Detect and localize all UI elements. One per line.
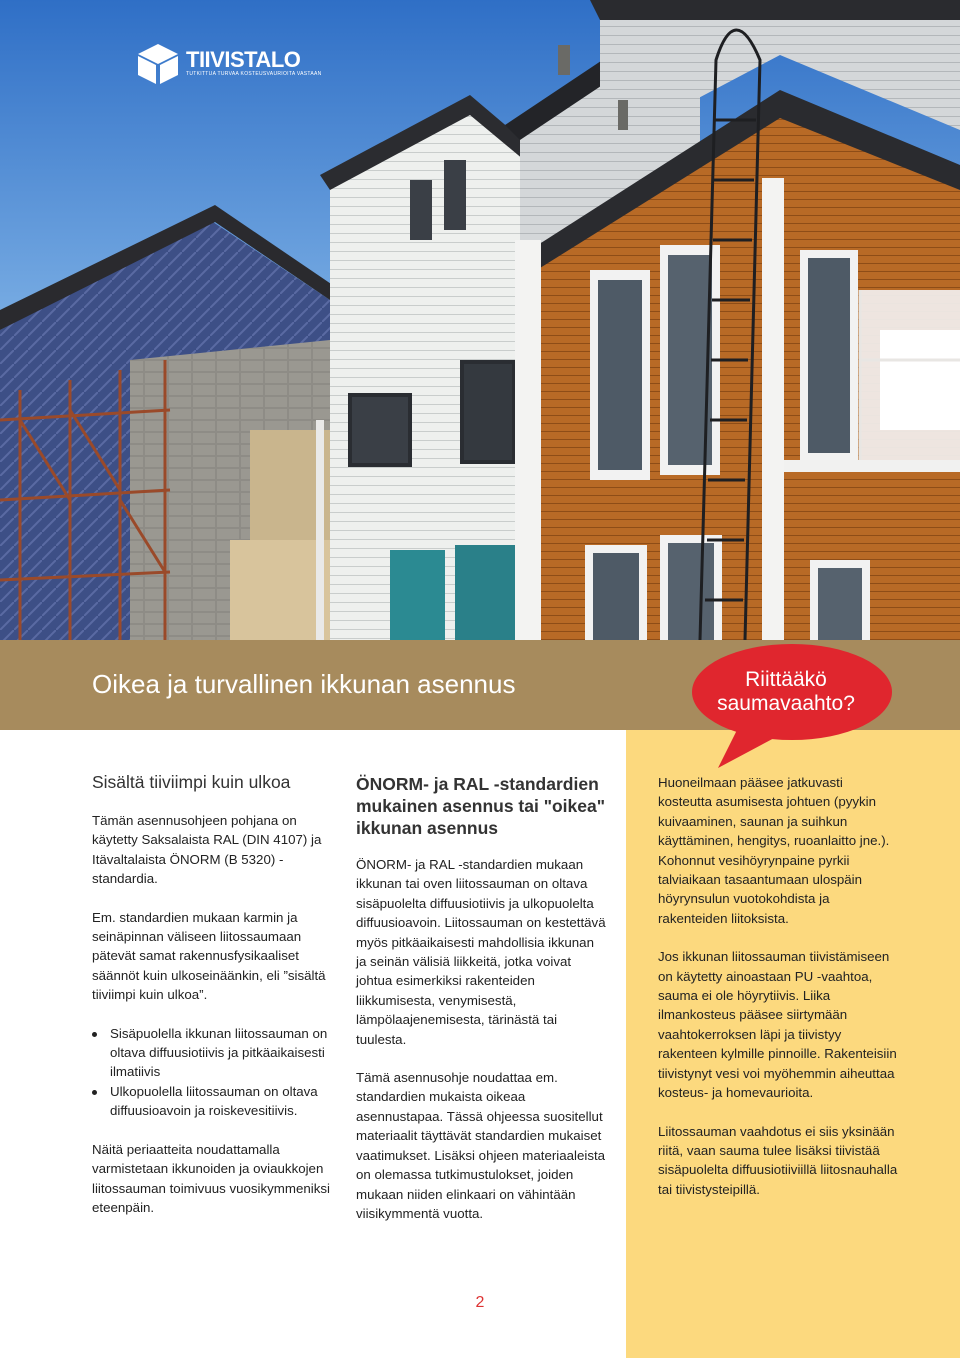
bubble-text [688, 668, 884, 716]
page-number: 2 [475, 1294, 485, 1311]
column-1-paragraph-3: Näitä periaatteita noudattamalla varmistetaan ikkunoiden ja oviaukkojen liitossauman toimivuus vuosikymmeniksi eteenpäin. [92, 1141, 330, 1215]
page-title: Oikea ja turvallinen ikkunan asennus [92, 669, 516, 699]
column-2 [356, 773, 608, 1223]
bubble-line-2: saumavaahto? [717, 692, 855, 715]
logo-tagline: TUTKITTUA TURVAA KOSTEUSVAURIOITA VASTAAN [186, 71, 322, 77]
bubble-line-1: Riittääkö [745, 668, 827, 691]
logo-name: TIIVISTALO [186, 47, 301, 72]
column-3-paragraph-2: Jos ikkunan liitossauman tiivistämiseen on käytetty ainoastaan PU -vaahtoa, sauma ei ole höyrytiivis. Liika ilmankosteus pääsee siirtymään vaahtokerroksen läpi ja tiivistyy rakenteen kylmille pinnoille. Rakenteisiin tiivistynyt vesi voi myöhemmin aiheuttaa kosteus- ja homevaurioita. [658, 949, 897, 1101]
bullet-item: Ulkopuolella liitossauman on oltava diffuusioavoin ja roiskevesitiivis. [92, 1082, 342, 1121]
brand-logo [136, 42, 322, 86]
column-3-paragraph-1: Huoneilmaan pääsee jatkuvasti kosteutta asumisesta johtuen (pyykin kuivaaminen, saunan ja suihkun käyttäminen, hengitys, ruoanlaitto jne.). Kohonnut vesihöyrynpaine pyrkii talviaikaan tasaantumaan ulospäin höyrynsulun vuotokohdista ja rakenteiden liitoksista. [658, 775, 890, 926]
column-3-paragraph-3: Liitossauman vaahdotus ei siis yksinään riitä, vaan sauma tulee lisäksi tiivistää sisäpuolelta diffuusiotiiviillä liitosnauhalla tai tiivistysteipillä. [658, 1123, 898, 1197]
column-3 [658, 773, 898, 1199]
bullet-list [92, 1024, 342, 1121]
column-1-heading: Sisältä tiiviimpi kuin ulkoa [92, 772, 291, 792]
column-1-paragraph-1: Tämän asennusohjeen pohjana on käytetty Saksalaista RAL (DIN 4107) ja Itävaltalaista ÖNORM (B 5320) -standardia. [92, 813, 322, 887]
column-2-heading: ÖNORM- ja RAL -standardien mukainen asennus tai "oikea" ikkunan asennus [356, 774, 606, 838]
column-1-paragraph-2: Em. standardien mukaan karmin ja seinäpinnan väliseen liitossaumaan pätevät samat rakennusfysikaaliset säännöt kuin ulkoseinäänkin, eli ”sisältä tiiviimpi kuin ulkoa”. [92, 909, 326, 1003]
column-1 [92, 770, 342, 1217]
cube-icon [136, 42, 180, 86]
hero-photo [0, 0, 960, 640]
column-2-paragraph-2: Tämä asennusohje noudattaa em. standardien mukaista oikeaa asennustapaa. Tässä ohjeessa suositellut materiaalit täyttävät standardien mukaiset vaatimukset. Lisäksi ohjeen materiaaleista on olemassa tutkimustulokset, joiden mukaan niiden elinkaari on vähintään viisikymmentä vuotta. [356, 1070, 606, 1221]
bullet-item: Sisäpuolella ikkunan liitossauman on oltava diffuusiotiivis ja pitkäaikaisesti ilmatiivis [92, 1024, 342, 1082]
column-2-paragraph-1: ÖNORM- ja RAL -standardien mukaan ikkunan tai oven liitossauman on oltava sisäpuolelta diffuusiotiivis ja ulkopuolelta diffuusioavoin. Liitossauman on kestettävä myös pitkäaikaisesti mahdollisia ikkunan ja seinän välisiä liikkeitä, jotka voivat johtua esimerkiksi rakenteiden liikkumisesta, venymisestä, lämpölaajenemisesta, tärinästä tai tuulesta. [356, 857, 606, 1047]
